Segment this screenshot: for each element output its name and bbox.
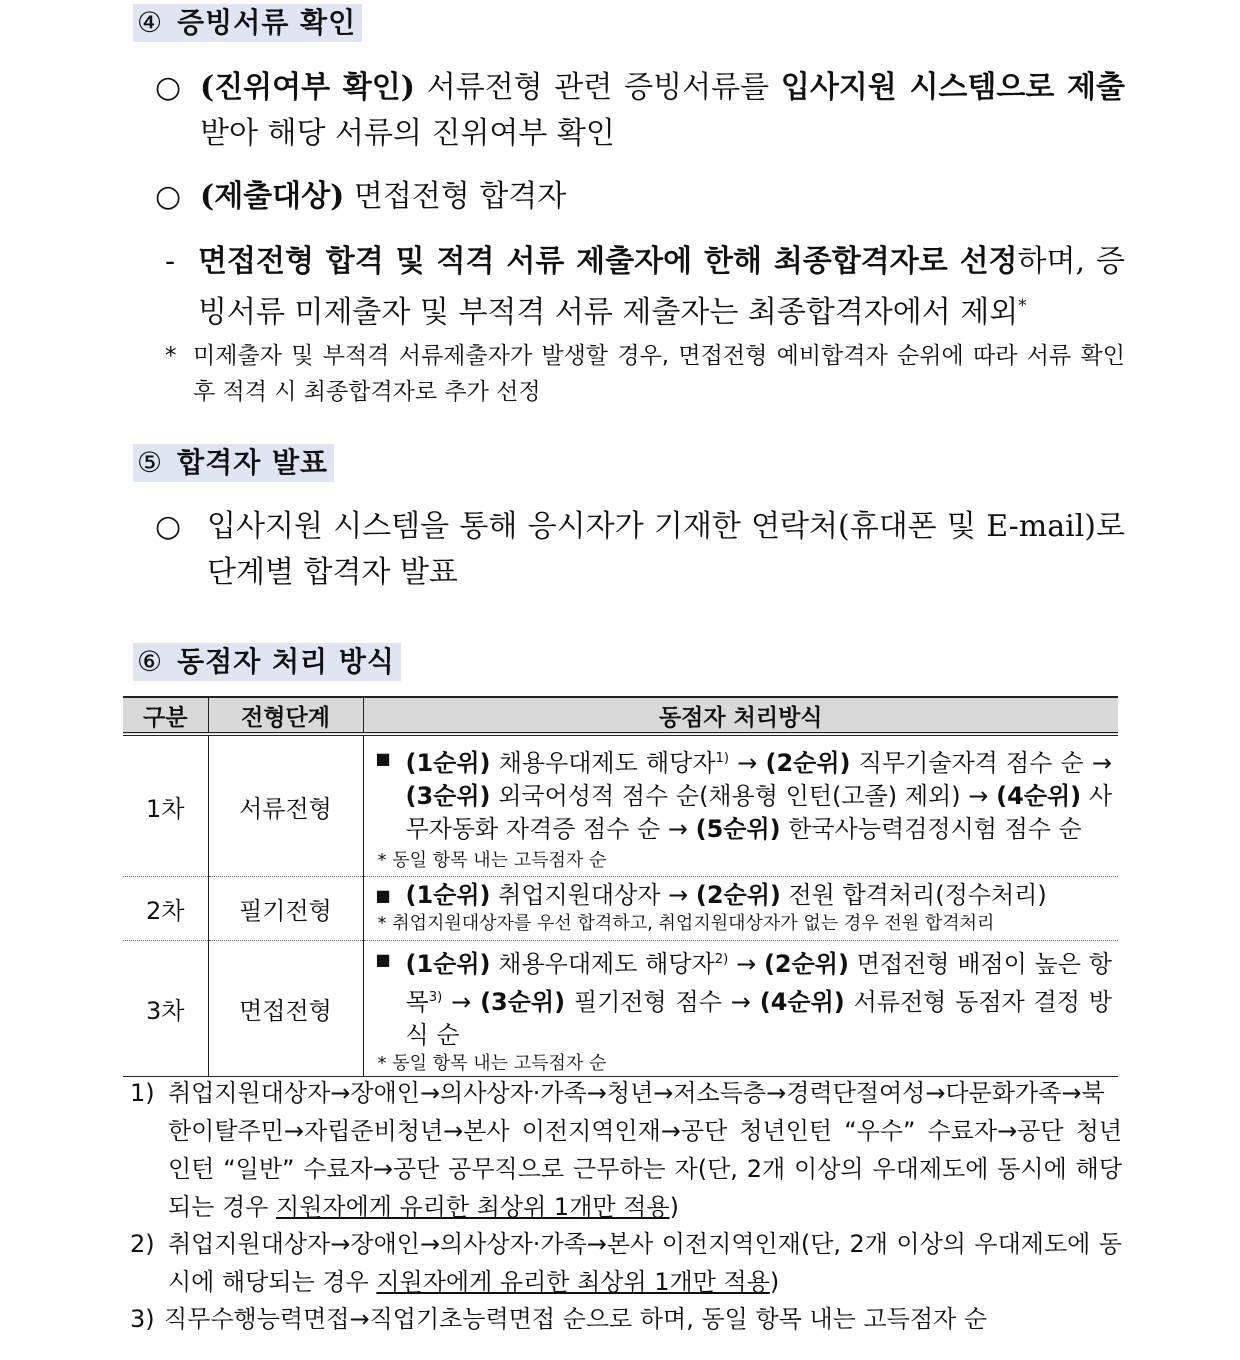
- footnote-1-number: 1): [130, 1079, 155, 1107]
- round-cell: 1차: [123, 734, 208, 877]
- circle-bullet-icon: ○: [155, 509, 182, 544]
- square-bullet-icon: ■: [375, 749, 391, 768]
- asterisk-mark: *: [165, 343, 177, 369]
- footnote-1-underline: 지원자에게 유리한 최상위 1개만 적용: [276, 1193, 670, 1221]
- method-note: * 동일 항목 내는 고득점자 순: [377, 850, 607, 871]
- header-stage: 전형단계: [208, 697, 363, 734]
- final-selection-dash-item: [165, 240, 1125, 335]
- footnote-2-underline: 지원자에게 유리한 최상위 1개만 적용: [376, 1268, 770, 1296]
- additional-selection-note-text: 미제출자 및 부적격 서류제출자가 발생할 경우, 면접전형 예비합격자 순위에 따라 서류 확인 후 적격 시 최종합격자로 추가 선정: [193, 343, 1125, 405]
- announcement-bullet: [155, 504, 1125, 596]
- table-row: [123, 941, 1118, 1077]
- authenticity-bold-text: 입사지원 시스템으로 제출: [780, 70, 1125, 105]
- footnote-1-end: ): [669, 1193, 679, 1221]
- section-5-heading: [133, 444, 334, 482]
- square-bullet-icon: ■: [375, 886, 391, 905]
- round-cell: 3차: [123, 941, 208, 1077]
- stage-cell: 서류전형: [208, 734, 363, 877]
- method-bullet: ■ (1순위) 채용우대제도 해당자$^{1)}$ → (2순위) 직무기술자격 점수 순 → (3순위) 외국어성적 점수 순(채용형 인턴(고졸) 제외) → (4순위) 사무자동화 자격증 점수 순 → (5순위) 한국사능력검정시험 점수 순: [376, 742, 1113, 846]
- footnote-2-number: 2): [130, 1230, 155, 1258]
- method-cell: [363, 734, 1118, 877]
- submission-target-label: (제출대상): [200, 179, 345, 214]
- square-bullet-icon: ■: [375, 950, 391, 969]
- section-6-title: 동점자 처리 방식: [177, 645, 395, 678]
- section-5-number: ⑤: [137, 446, 164, 479]
- method-bullet: ■ (1순위) 취업지원대상자 → (2순위) 전원 합격처리(정수처리): [376, 879, 1113, 912]
- final-selection-text: 하며, 증빙서류 미제출자 및 부적격 서류 제출자는 최종합격자에서 제외: [198, 244, 1125, 330]
- method-note: * 동일 항목 내는 고득점자 순: [377, 1053, 607, 1074]
- header-category: 구분: [123, 697, 208, 734]
- footnote-2: [130, 1225, 1122, 1301]
- footnote-1: [130, 1074, 1122, 1226]
- round-cell: 2차: [123, 877, 208, 941]
- table-row: [123, 734, 1118, 877]
- method-cell: [363, 941, 1118, 1077]
- stage-cell: 필기전형: [208, 877, 363, 941]
- tie-breaker-table: [123, 696, 1118, 1077]
- section-4-heading: [133, 4, 362, 42]
- authenticity-label: (진위여부 확인): [200, 70, 415, 105]
- footnote-2-text: 취업지원대상자→장애인→의사상자·가족→본사 이전지역인재(단, 2개 이상의 우대제도에 동시에 해당되는 경우: [168, 1230, 1122, 1296]
- authenticity-text-2: 받아 해당 서류의 진위여부 확인: [200, 116, 615, 151]
- method-cell: [363, 877, 1118, 941]
- method-note: * 취업지원대상자를 우선 합격하고, 취업지원대상자가 없는 경우 전원 합격처리: [377, 913, 995, 934]
- announcement-text: 입사지원 시스템을 통해 응시자가 기재한 연락처(휴대폰 및 E-mail)로 단계별 합격자 발표: [207, 509, 1125, 590]
- stage-cell: 면접전형: [208, 941, 363, 1077]
- circle-bullet-icon: ○: [155, 70, 182, 105]
- footnote-3-number: 3): [130, 1305, 155, 1333]
- circle-bullet-icon: ○: [155, 179, 182, 214]
- submission-target-bullet: [155, 174, 1125, 220]
- footnote-3-text: 직무수행능력면접→직업기초능력면접 순으로 하며, 동일 항목 내는 고득점자 순: [164, 1305, 988, 1333]
- footnote-3: [130, 1300, 1122, 1338]
- table-header-row: [123, 697, 1118, 734]
- dash-bullet: -: [165, 244, 176, 279]
- authenticity-check-bullet: [155, 65, 1125, 157]
- submission-target-text: 면접전형 합격자: [353, 179, 567, 214]
- asterisk-sup: *: [1018, 296, 1027, 315]
- footnote-1-text: 취업지원대상자→장애인→의사상자·가족→청년→저소득층→경력단절여성→다문화가족→북한이탈주민→자립준비청년→본사 이전지역인재→공단 청년인턴 “우수” 수료자→공단 청년인턴 “일반” 수료자→공단 공무직으로 근무하는 자(단, 2개 이상의 우대제도에 동시에 해당되는 경우: [168, 1079, 1122, 1221]
- section-5-title: 합격자 발표: [177, 446, 329, 479]
- method-bullet: ■ (1순위) 채용우대제도 해당자$^{2)}$ → (2순위) 면접전형 배점이 높은 항목$^{3)}$ → (3순위) 필기전형 점수 → (4순위) 서류전형 동점자 결정 방식 순: [376, 943, 1113, 1052]
- header-method: 동점자 처리방식: [363, 697, 1118, 734]
- section-4-number: ④: [137, 6, 164, 39]
- footnote-2-end: ): [769, 1268, 780, 1296]
- additional-selection-note: [165, 338, 1125, 410]
- authenticity-text-1: 서류전형 관련 증빙서류를: [426, 70, 770, 105]
- final-selection-bold-text: 면접전형 합격 및 적격 서류 제출자에 한해 최종합격자로 선정: [198, 244, 1018, 279]
- section-6-heading: [133, 643, 401, 681]
- section-6-number: ⑥: [137, 645, 164, 678]
- table-row: [123, 877, 1118, 941]
- section-4-title: 증빙서류 확인: [177, 6, 357, 39]
